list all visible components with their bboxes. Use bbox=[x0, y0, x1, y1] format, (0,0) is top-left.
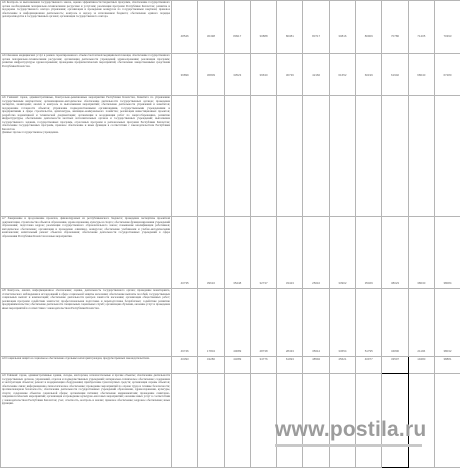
value-cell: 19480 bbox=[408, 357, 434, 374]
value-cell: 48592 bbox=[303, 357, 329, 374]
value-cell: 38881 bbox=[434, 357, 460, 374]
value-cell: 80917 bbox=[224, 1, 250, 54]
value-cell bbox=[382, 96, 408, 217]
value-cell bbox=[250, 374, 276, 468]
value-cell: 33902 bbox=[329, 217, 355, 289]
value-cell: 40735 bbox=[172, 217, 198, 289]
table-row bbox=[1, 1, 460, 54]
table-row bbox=[1, 217, 460, 289]
value-cell: 28433 bbox=[277, 289, 303, 357]
row-description: 4.6 Оказание медицинских услуг в рамках гарантированного объема бесплатной медицинской помощи, обеспечение государственного органа материально-техническими ресурсами; организация деятельности учреждений здравоохранения; реализация программ; развитие инфраструктуры здравоохранения; проведение профилактических мероприятий; обеспечение лекарственными средствами Республики Казахстан. bbox=[1, 54, 172, 96]
value-cell: 38023 bbox=[382, 217, 408, 289]
value-cell: 61652 bbox=[329, 54, 355, 96]
value-cell: 61993 bbox=[277, 357, 303, 374]
value-cell: 40977 bbox=[356, 357, 382, 374]
table-row bbox=[1, 54, 460, 96]
value-cell: 43280 bbox=[198, 357, 224, 374]
value-cell bbox=[198, 374, 224, 468]
value-cell bbox=[224, 374, 250, 468]
value-cell: 38032 bbox=[434, 289, 460, 357]
value-cell: 68040 bbox=[408, 54, 434, 96]
value-cell: 80909 bbox=[356, 1, 382, 54]
row-description: 4.9 Гайамай: гараж, административные здания, склады, мастерская, вспомогательные и прочие объекты; обеспечение деятельности государственных органов, управлений, отделов и подведомственных учреждений; материально-техническое обеспечение; содержание и эксплуатация объектов; ремонт и модернизация оборудования; приобретение транспортных средств; организация охраны объектов; обеспечение связи; информационно-технологическое обеспечение; проведение мероприятий по охране труда и технике безопасности; противопожарная безопасность; обеспечение деятельности государственных учреждений образования, здравоохранения, культуры, спорта; содержание объектов социальной сферы; организация питания; обеспечение медикаментами; проведение санитарно-эпидемиологических мероприятий; организация и проведение культурно-массовых мероприятий; оказание иных услуг в соответствии с законодательством Республики Казахстан; учет, отчетность, контроль и анализ; правовое обеспечение; кадровое обеспечение; иные функции. bbox=[1, 374, 172, 468]
value-cell: 33423 bbox=[277, 217, 303, 289]
value-cell: 35448 bbox=[224, 217, 250, 289]
row-description: 4.7 Завершение и продолжение проектов, финансируемых из республиканского бюджета; проведение экспертизы проектной документации, строительства объектов образования, здравоохранения, культуры и спорта; обеспечение функционирования учреждений образования; подготовка кадров; реализация государственного образовательного заказа; повышение квалификации работников; методическое обеспечение; организация и проведение олимпиад, конкурсов; обеспечение учебниками и учебно-методическими комплексами; капитальный ремонт объектов образования; обеспечение деятельности государственных учреждений в сфере образования Республики Казахстан и иные мероприятия. bbox=[1, 217, 172, 289]
value-cell: 70393 bbox=[434, 1, 460, 54]
row-description: 4.8 Контроль, анализ, информационное обеспечение; оценка, деятельность государственного органа; проведение мониторинга, статистического наблюдения и исследований в сфере социальной защиты населения; обеспечение выплаты пособий, государственных социальных выплат и компенсаций; обеспечение деятельности центров занятости населения; организация общественных работ; реализация программ содействия занятости; профессиональная подготовка и переподготовка безработных; содействие развитию предпринимательства; обеспечение деятельности специальных социальных служб; организация обучения, оказание услуг и проведение иных мероприятий в соответствии с законодательством Республики Казахстан. bbox=[1, 289, 172, 357]
value-cell: 38084 bbox=[434, 217, 460, 289]
watermark-underline bbox=[275, 444, 422, 447]
value-cell bbox=[172, 374, 198, 468]
value-cell: 35612 bbox=[303, 289, 329, 357]
value-cell: 42160 bbox=[303, 54, 329, 96]
value-cell: 32737 bbox=[250, 217, 276, 289]
value-cell: 30498 bbox=[198, 1, 224, 54]
value-cell: 30888 bbox=[250, 1, 276, 54]
value-cell: 43289 bbox=[224, 357, 250, 374]
table-row bbox=[1, 96, 460, 217]
value-cell: 80717 bbox=[303, 1, 329, 54]
value-cell: 33523 bbox=[224, 54, 250, 96]
value-cell: 21196 bbox=[408, 289, 434, 357]
value-cell: 34800 bbox=[382, 289, 408, 357]
value-cell bbox=[198, 96, 224, 217]
value-cell: 17804 bbox=[198, 289, 224, 357]
value-cell: 48546 bbox=[172, 1, 198, 54]
table-row bbox=[1, 289, 460, 357]
value-cell: 40089 bbox=[224, 289, 250, 357]
value-cell bbox=[408, 96, 434, 217]
watermark-text: www.postila.ru bbox=[275, 418, 426, 441]
value-cell: 36809 bbox=[198, 54, 224, 96]
value-cell: 38030 bbox=[408, 217, 434, 289]
value-cell bbox=[329, 96, 355, 217]
value-cell: 36899 bbox=[172, 54, 198, 96]
value-cell: 25010 bbox=[303, 217, 329, 289]
value-cell: 34776 bbox=[250, 357, 276, 374]
value-cell bbox=[224, 96, 250, 217]
value-cell: 70786 bbox=[382, 1, 408, 54]
value-cell: 40393 bbox=[172, 357, 198, 374]
row-description: 4.6 Контроль за выполнением государственного заказа, оценка эффективности бюджетных программ, обеспечение государственного органа необходимыми материально-техническими ресурсами и услугами; реализация программ Республики Казахстан; развитие и поддержка государственного сектора управления; организация и проведение конкурсов по государственным закупкам; правовое обеспечение и информационная деятельность; контроль и надзор за исполнением бюджета; обеспечение единого порядка делопроизводства в государственных органах; организация государственного сектора. bbox=[1, 1, 172, 54]
value-cell: 39616 bbox=[198, 217, 224, 289]
value-cell: 33507 bbox=[382, 357, 408, 374]
value-cell: 71405 bbox=[408, 1, 434, 54]
row-description: 4.9 Социальная защита и социальное обеспечение отдельных категорий граждан, предусмотренных законодательством. bbox=[1, 357, 172, 374]
value-cell bbox=[277, 96, 303, 217]
value-cell bbox=[250, 96, 276, 217]
value-cell: 39630 bbox=[250, 54, 276, 96]
value-cell bbox=[434, 96, 460, 217]
value-cell bbox=[172, 96, 198, 217]
value-cell: 46746 bbox=[172, 289, 198, 357]
value-cell bbox=[356, 96, 382, 217]
value-cell bbox=[303, 96, 329, 217]
value-cell bbox=[434, 374, 460, 468]
table-row bbox=[1, 357, 460, 374]
value-cell: 33654 bbox=[329, 289, 355, 357]
value-cell: 61902 bbox=[382, 54, 408, 96]
value-cell: 48738 bbox=[250, 289, 276, 357]
site-watermark bbox=[275, 418, 426, 442]
value-cell: 45621 bbox=[329, 357, 355, 374]
value-cell: 30736 bbox=[277, 54, 303, 96]
value-cell: 35469 bbox=[356, 217, 382, 289]
value-cell: 30816 bbox=[329, 1, 355, 54]
value-cell: 80381 bbox=[277, 1, 303, 54]
row-description: 4.6 Гайамай: гараж, административные, Контрольно-ревизионные мероприятия Республики Казахстан, Комитета по управлению государственным имуществом; организационно-методическое обеспечение деятельности государственных органов; проведение экспертиз, мониторинг, анализ и контроль за выполнением мероприятий; обеспечение деятельности управлений и комитетов; поддержание готовности объектов; управление подведомственными организациями, государственными учреждениями и предприятиями в сфере строительства, архитектуры, жилищно-коммунального хозяйства; реализация инвестиционных проектов; разработка нормативной и технической документации; организация и координация работ по энергосбережению, развитию инфраструктуры, обеспечению деятельности местных исполнительных органов и государственных учреждений; выполнение государственного задания, государственных программ, отраслевых программ и региональных программ Республики Казахстан; обеспечение государственных программ, правовое обеспечение и иные функции в соответствии с законодательством Республики Казахстан. Данные: прочее государственное учреждение. bbox=[1, 96, 172, 217]
value-cell: 67280 bbox=[434, 54, 460, 96]
value-cell: 51795 bbox=[356, 289, 382, 357]
value-cell: 60199 bbox=[356, 54, 382, 96]
